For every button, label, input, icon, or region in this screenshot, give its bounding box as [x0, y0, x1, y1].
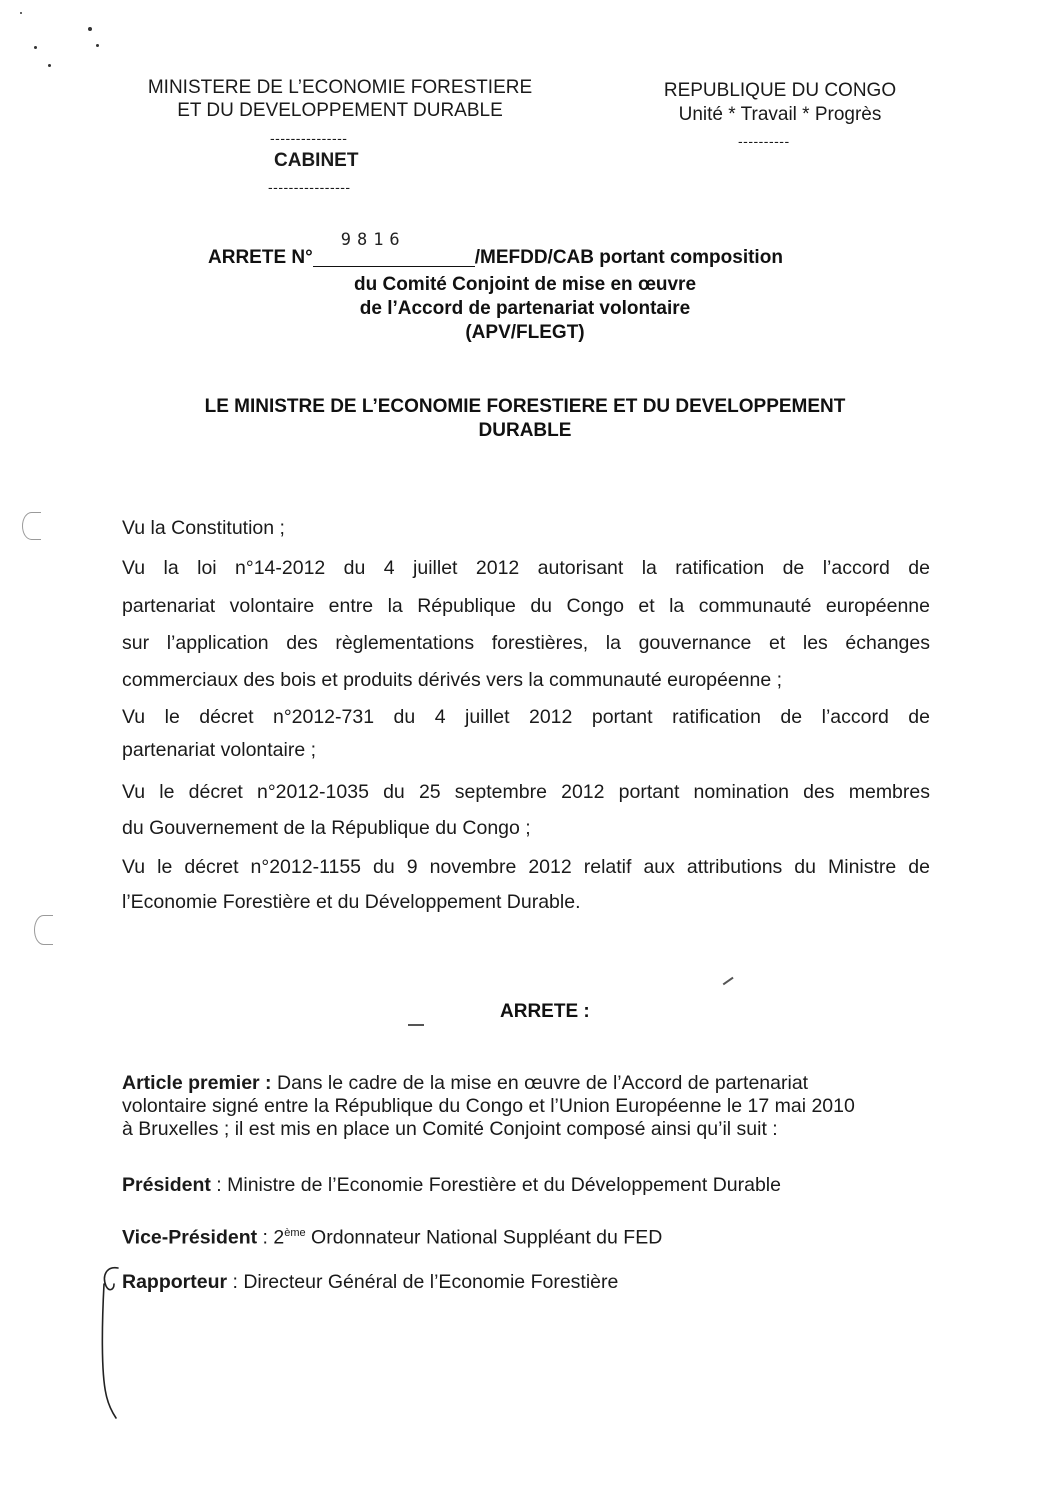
- visa-line: partenariat volontaire ;: [122, 739, 317, 761]
- separator: ----------: [738, 133, 790, 149]
- role-president: [122, 1173, 781, 1197]
- minister-heading-line1: LE MINISTRE DE L’ECONOMIE FORESTIERE ET DU DEVELOPPEMENT: [204, 396, 846, 417]
- visa-line: Vu la Constitution ;: [122, 517, 285, 539]
- article-label: Article premier :: [122, 1072, 272, 1094]
- scan-speck: [20, 12, 22, 14]
- visa-line: Vu le décret n°2012-731 du 4 juillet 2012 portant ratification de l’accord de: [122, 706, 930, 728]
- scan-speck: [34, 46, 37, 49]
- role-vice-president: [122, 1221, 662, 1250]
- arrete-heading: ARRETE :: [500, 1001, 590, 1022]
- pen-mark: [723, 977, 734, 985]
- visa-line: Vu la loi n°14-2012 du 4 juillet 2012 autorisant la ratification de l’accord de: [122, 557, 930, 579]
- scan-speck: [88, 27, 92, 31]
- decree-title-line1: [208, 230, 783, 269]
- pen-mark: [408, 1024, 424, 1026]
- cabinet-label: CABINET: [274, 150, 359, 171]
- article-line: à Bruxelles ; il est mis en place un Comité Conjoint composé ainsi qu’il suit :: [122, 1118, 778, 1140]
- role-label: Rapporteur: [122, 1271, 228, 1293]
- role-text: : 2: [257, 1226, 285, 1249]
- ministry-name-line1: MINISTERE DE L’ECONOMIE FORESTIERE: [147, 77, 533, 98]
- role-label: Vice-Président: [122, 1226, 258, 1249]
- republic-name: REPUBLIQUE DU CONGO: [663, 80, 897, 101]
- decree-suffix: /MEFDD/CAB portant composition: [474, 247, 783, 268]
- decree-title-line2: du Comité Conjoint de mise en œuvre: [353, 274, 697, 295]
- decree-prefix: ARRETE N°: [208, 247, 313, 268]
- visa-line: du Gouvernement de la République du Congo ;: [122, 817, 531, 839]
- scan-speck: [48, 64, 51, 67]
- role-text: Ordonnateur National Suppléant du FED: [305, 1226, 663, 1249]
- decree-title-line3: de l’Accord de partenariat volontaire: [359, 298, 691, 319]
- ministry-block: [100, 76, 580, 122]
- article-line: [122, 1072, 932, 1095]
- separator: ----------------: [268, 179, 351, 195]
- article-premier: [122, 1072, 932, 1141]
- visa-line: sur l’application des règlementations forestières, la gouvernance et les échanges: [122, 632, 930, 654]
- decree-number-field: [313, 230, 475, 267]
- punch-hole-mark: [34, 915, 53, 945]
- punch-hole-mark: [22, 512, 41, 540]
- handwritten-margin-mark: [96, 1262, 126, 1422]
- decree-title-line4: (APV/FLEGT): [465, 322, 585, 343]
- visa-line: Vu le décret n°2012-1155 du 9 novembre 2012 relatif aux attributions du Ministre de: [122, 856, 930, 878]
- ministry-name-line2: ET DU DEVELOPPEMENT DURABLE: [177, 100, 503, 121]
- separator: ---------------: [270, 130, 348, 146]
- role-rapporteur: [122, 1270, 618, 1294]
- scan-speck: [96, 44, 99, 47]
- republic-block: [630, 79, 930, 127]
- role-label: Président: [122, 1174, 211, 1196]
- visa-line: commerciaux des bois et produits dérivés vers la communauté européenne ;: [122, 669, 783, 691]
- role-text: : Directeur Général de l’Economie Forestière: [227, 1271, 619, 1293]
- visa-line: l’Economie Forestière et du Développement Durable.: [122, 891, 581, 913]
- visa-line: partenariat volontaire entre la République du Congo et la communauté européenne: [122, 595, 930, 617]
- national-motto: Unité * Travail * Progrès: [678, 104, 882, 125]
- article-line: volontaire signé entre la République du Congo et l’Union Européenne le 17 mai 2010: [122, 1095, 855, 1117]
- minister-heading-line2: DURABLE: [478, 420, 572, 441]
- article-text: Dans le cadre de la mise en œuvre de l’Accord de partenariat: [271, 1072, 809, 1094]
- decree-number: 9816: [340, 230, 406, 250]
- role-text: : Ministre de l’Economie Forestière et du Développement Durable: [210, 1174, 781, 1196]
- role-superscript: ème: [284, 1227, 306, 1239]
- visa-line: Vu le décret n°2012-1035 du 25 septembre 2012 portant nomination des membres: [122, 781, 930, 803]
